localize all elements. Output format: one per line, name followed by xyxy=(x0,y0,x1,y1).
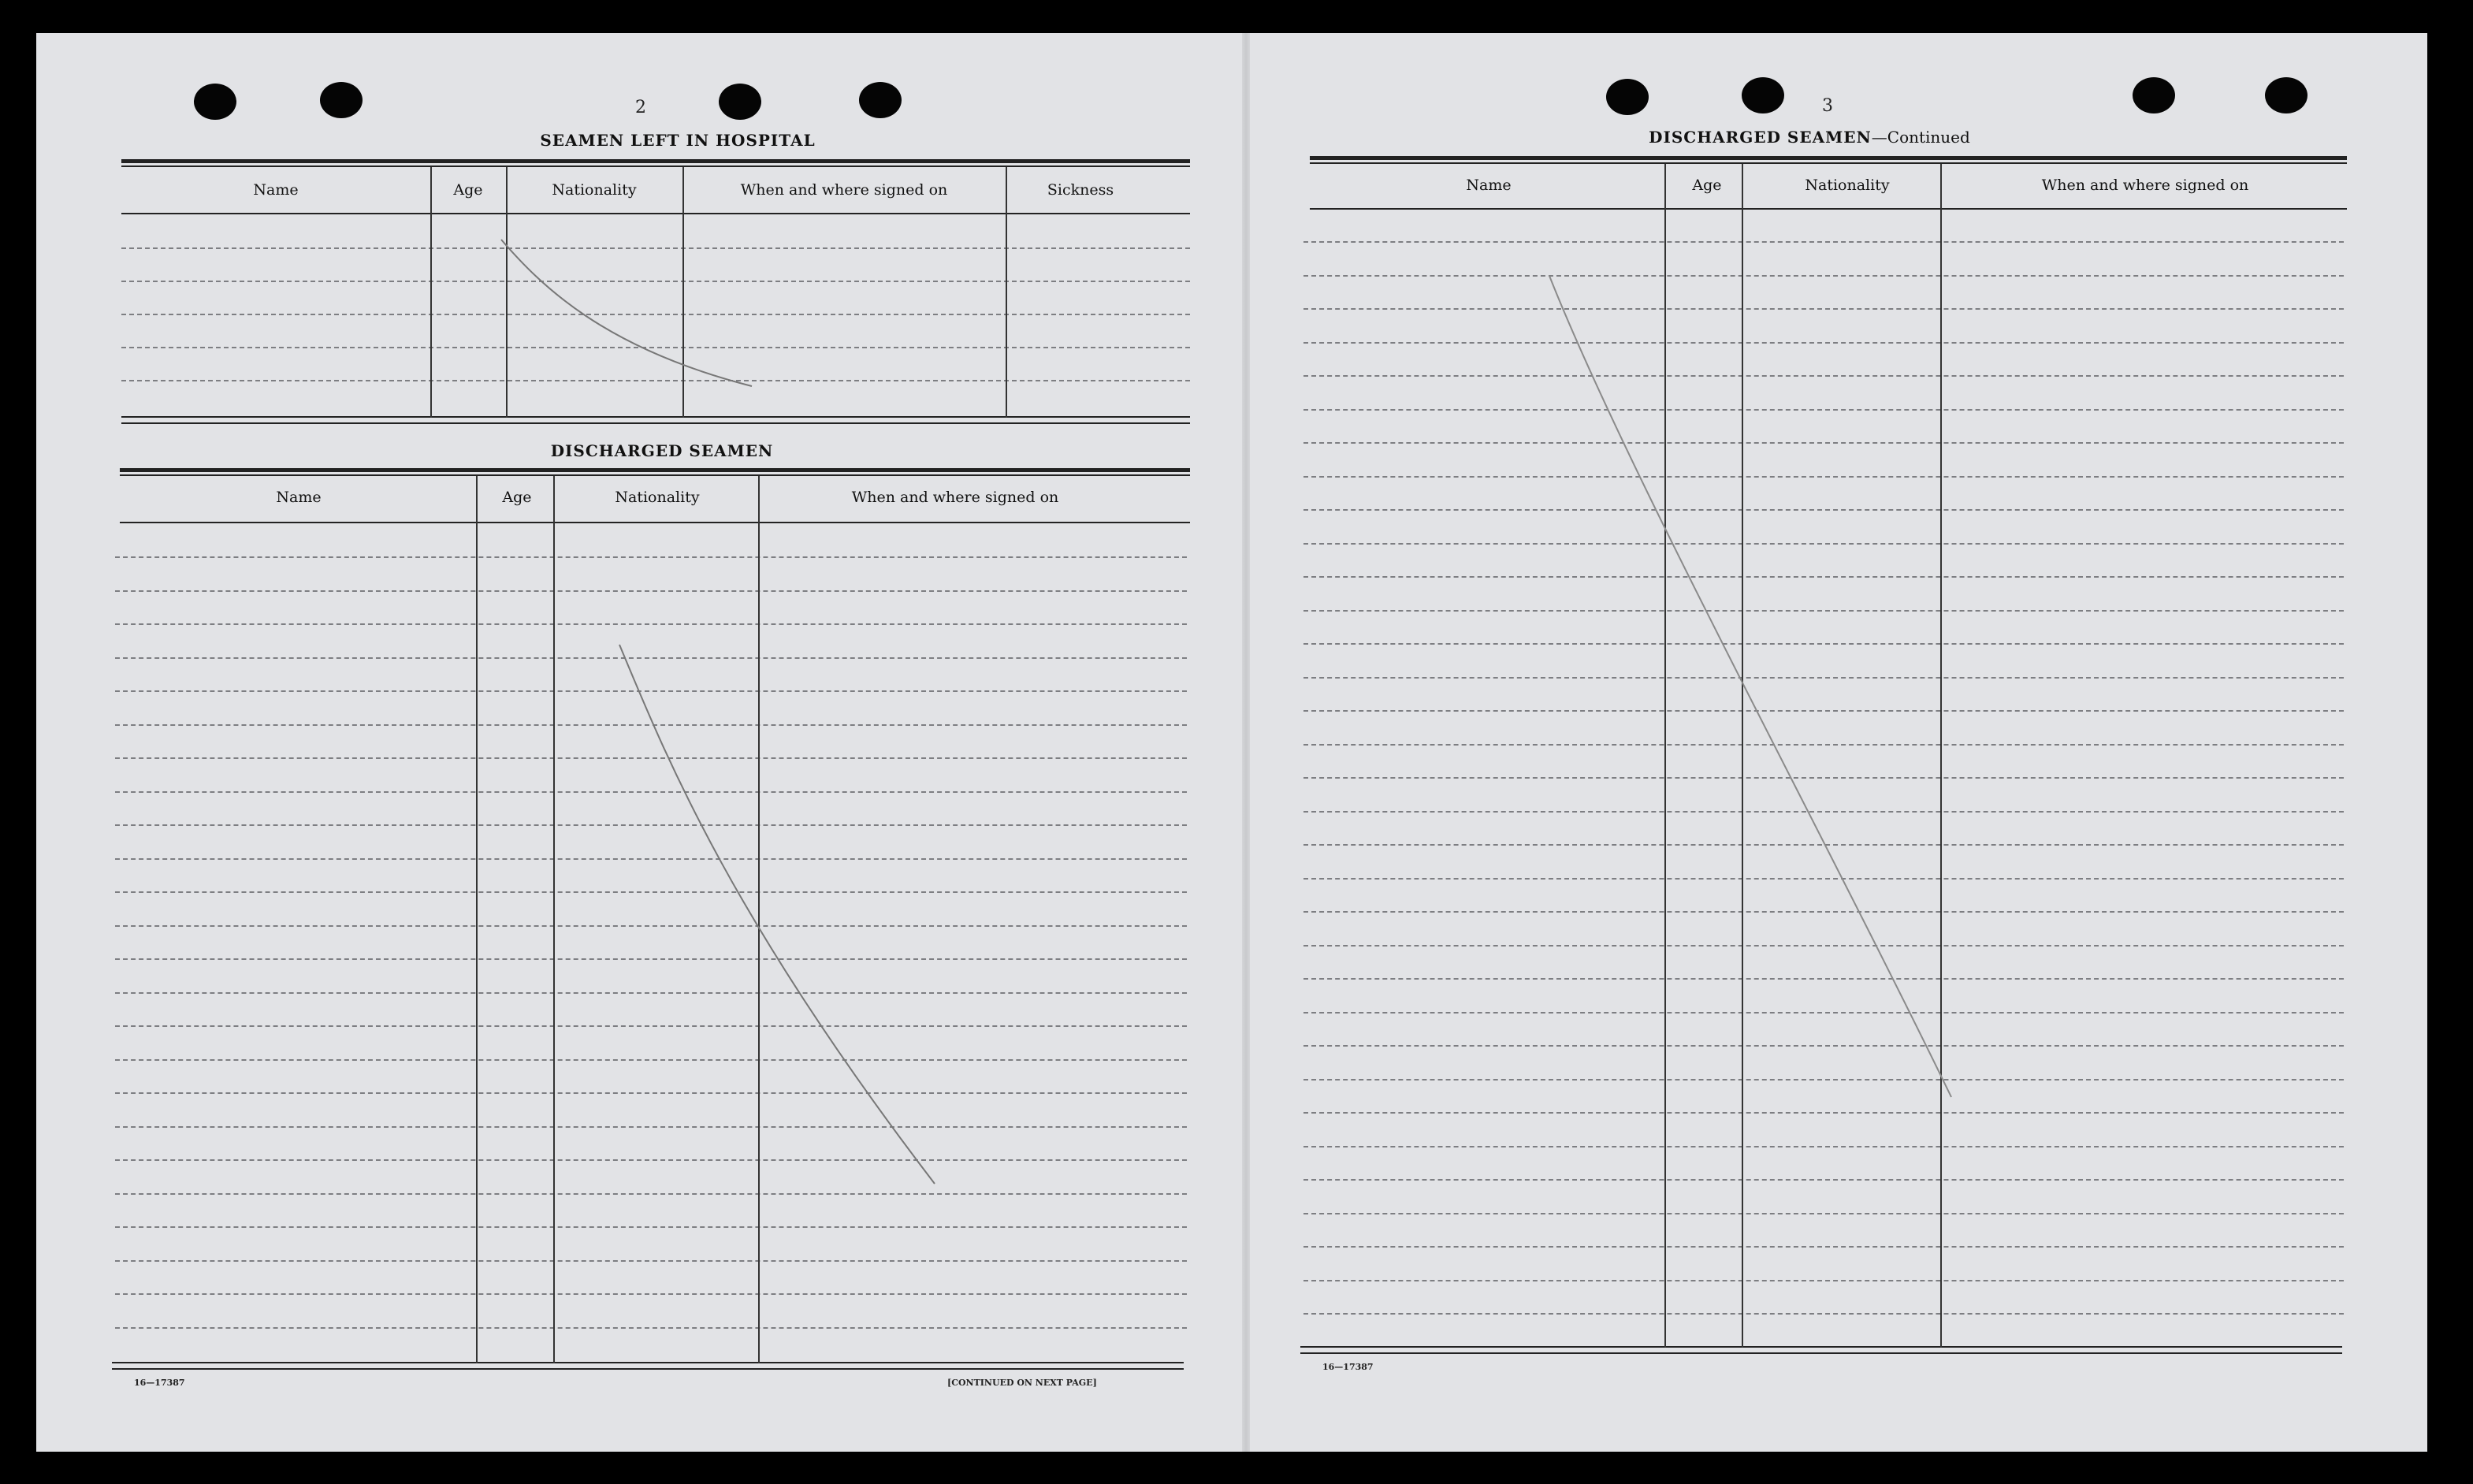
pencil-line xyxy=(1549,276,1951,1097)
column-header-name: Name xyxy=(1466,177,1512,194)
column-header-name: Name xyxy=(253,181,299,199)
pencil-marks xyxy=(36,33,2427,1452)
title-text: DISCHARGED SEAMEN xyxy=(1649,128,1872,147)
column-header-age: Age xyxy=(502,489,532,506)
column-header-signed-on: When and where signed on xyxy=(2041,177,2249,194)
page-number-right: 3 xyxy=(1822,96,1833,116)
title-suffix: —Continued xyxy=(1871,128,1970,147)
column-header-nationality: Nationality xyxy=(552,181,637,199)
hospital-table-title: SEAMEN LEFT IN HOSPITAL xyxy=(540,131,816,150)
continued-note: [CONTINUED ON NEXT PAGE] xyxy=(947,1378,1097,1388)
pencil-line xyxy=(619,645,935,1184)
page-number-left: 2 xyxy=(635,98,646,117)
column-header-nationality: Nationality xyxy=(615,489,700,506)
column-header-age: Age xyxy=(453,181,483,199)
column-header-signed-on: When and where signed on xyxy=(740,181,948,199)
discharged-table-title: DISCHARGED SEAMEN xyxy=(550,441,774,460)
column-header-signed-on: When and where signed on xyxy=(851,489,1059,506)
column-header-sickness: Sickness xyxy=(1047,181,1114,199)
document-sheet xyxy=(36,33,2427,1452)
pencil-line xyxy=(501,240,752,386)
form-number-left: 16—17387 xyxy=(134,1378,185,1388)
column-header-nationality: Nationality xyxy=(1805,177,1890,194)
form-number-right: 16—17387 xyxy=(1322,1362,1374,1372)
column-header-age: Age xyxy=(1692,177,1722,194)
column-header-name: Name xyxy=(276,489,322,506)
